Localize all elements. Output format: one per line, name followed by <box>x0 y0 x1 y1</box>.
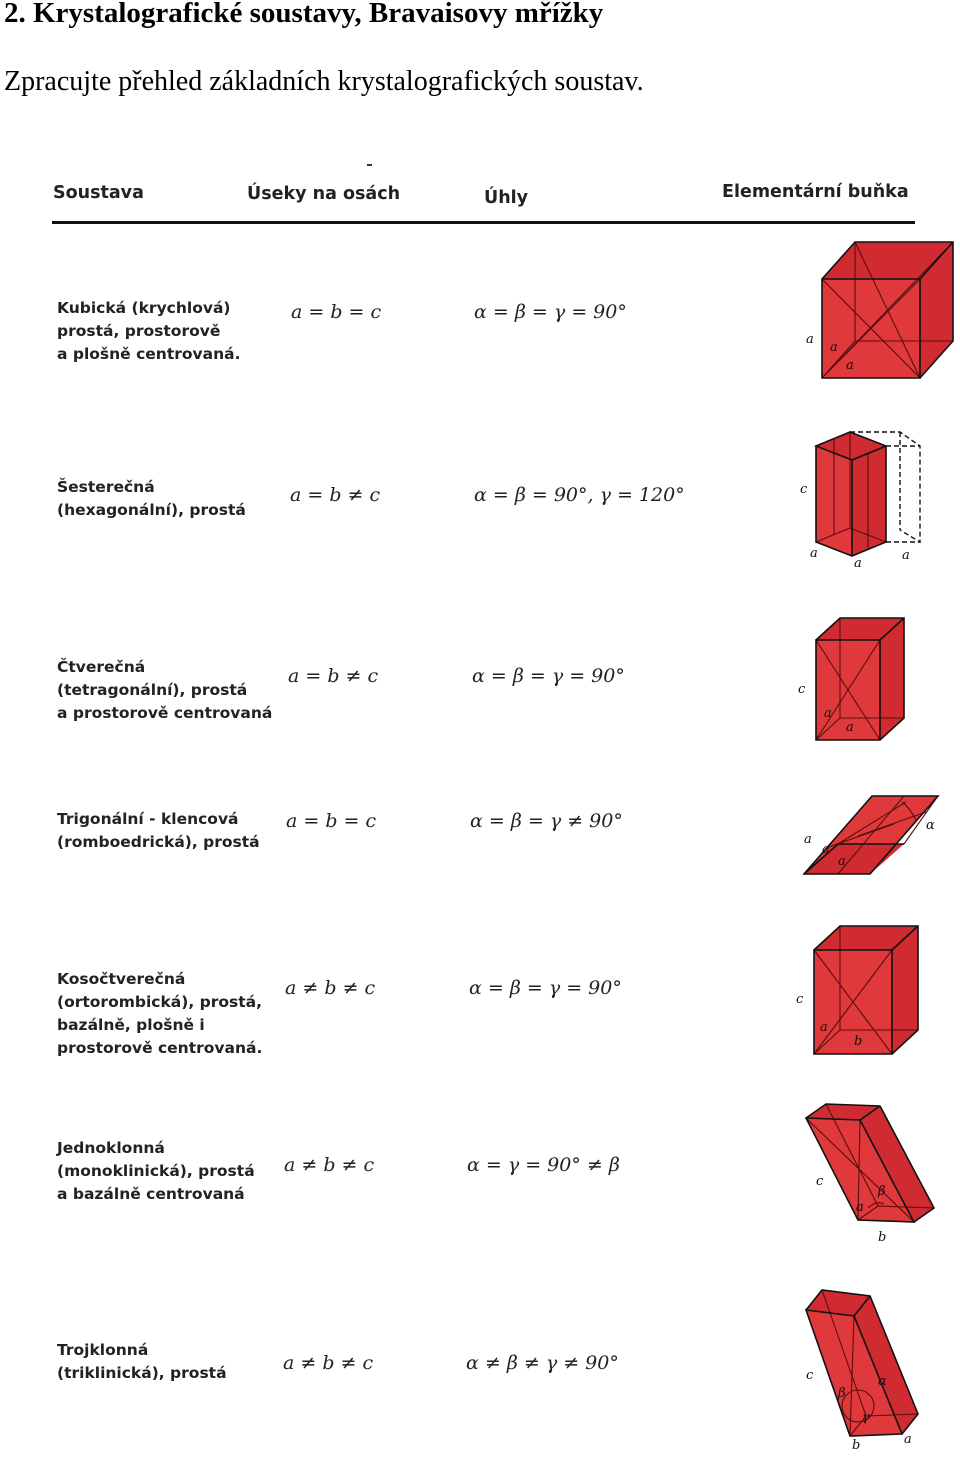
axis-label: a <box>846 720 854 735</box>
axis-label: a <box>838 854 846 869</box>
axis-label: c <box>798 682 806 697</box>
system-name: Trojklonná (triklinická), prostá <box>57 1341 227 1382</box>
tetragonal-unit-cell <box>796 614 908 744</box>
axis-label: a <box>830 340 838 355</box>
column-header-system: Soustava <box>53 183 144 203</box>
angles-formula: α = β = γ = 90° <box>474 301 627 323</box>
axes-formula: a = b ≠ c <box>290 484 381 506</box>
header-rule <box>52 221 915 224</box>
column-header-angles: Úhly <box>484 188 529 208</box>
trigonal-unit-cell <box>798 790 948 878</box>
axes-formula: a = b ≠ c <box>288 665 379 687</box>
angles-formula: α = γ = 90° ≠ β <box>467 1154 620 1176</box>
axis-label: α <box>878 1374 887 1389</box>
angles-formula: α = β = γ = 90° <box>469 977 622 999</box>
axis-label: b <box>852 1438 861 1453</box>
angles-formula: α = β = 90°, γ = 120° <box>474 484 685 506</box>
scan-mark <box>367 164 372 166</box>
axis-label: a <box>846 358 854 373</box>
system-name: Kubická (krychlová) prostá, prostorově a plošně centrovaná. <box>57 299 241 363</box>
angles-formula: α = β = γ = 90° <box>472 665 625 687</box>
axis-label: c <box>800 482 808 497</box>
column-header-cell: Elementární buňka <box>722 182 909 202</box>
axes-formula: a = b = c <box>291 301 382 323</box>
axes-formula: a ≠ b ≠ c <box>284 1154 375 1176</box>
axis-label: b <box>854 1034 863 1049</box>
hexagonal-unit-cell <box>796 426 936 576</box>
axis-label: a <box>810 546 818 561</box>
axis-label: a <box>824 706 832 721</box>
system-name: Čtverečná (tetragonální), prostá a prostorově centrovaná <box>57 658 273 722</box>
triclinic-unit-cell <box>800 1286 930 1460</box>
axis-label: β <box>878 1184 886 1199</box>
axis-label: c <box>796 992 804 1007</box>
axes-formula: a ≠ b ≠ c <box>285 977 376 999</box>
assignment-text: Zpracujte přehled základních krystalografických soustav. <box>4 66 644 97</box>
cubic-unit-cell <box>800 238 958 384</box>
system-name: Trigonální - klencová (romboedrická), prostá <box>57 810 260 851</box>
angles-formula: α = β = γ ≠ 90° <box>470 810 623 832</box>
axis-label: a <box>822 842 830 857</box>
angles-formula: α ≠ β ≠ γ ≠ 90° <box>466 1352 619 1374</box>
column-header-axes: Úseky na osách <box>247 184 401 204</box>
monoclinic-unit-cell <box>800 1100 940 1250</box>
axes-formula: a = b = c <box>286 810 377 832</box>
axis-label: b <box>878 1230 887 1245</box>
axis-label: α <box>926 818 935 833</box>
axis-label: a <box>806 332 814 347</box>
system-name: Šesterečná (hexagonální), prostá <box>57 478 246 519</box>
axis-label: γ <box>862 1410 870 1425</box>
system-name: Kosočtverečná (ortorombická), prostá, bazálně, plošně i prostorově centrovaná. <box>57 970 263 1057</box>
section-heading: 2. Krystalografické soustavy, Bravaisovy mřížky <box>4 0 604 29</box>
axis-label: c <box>806 1368 814 1383</box>
axis-label: c <box>816 1174 824 1189</box>
axis-label: a <box>854 556 862 571</box>
orthorhombic-unit-cell <box>796 922 922 1058</box>
axis-label: β <box>838 1386 846 1401</box>
axis-label: a <box>904 1432 912 1447</box>
axis-label: a <box>804 832 812 847</box>
axes-formula: a ≠ b ≠ c <box>283 1352 374 1374</box>
axis-label: a <box>902 548 910 563</box>
system-name: Jednoklonná (monoklinická), prostá a bazálně centrovaná <box>57 1139 255 1203</box>
axis-label: a <box>820 1020 828 1035</box>
axis-label: a <box>856 1200 864 1215</box>
